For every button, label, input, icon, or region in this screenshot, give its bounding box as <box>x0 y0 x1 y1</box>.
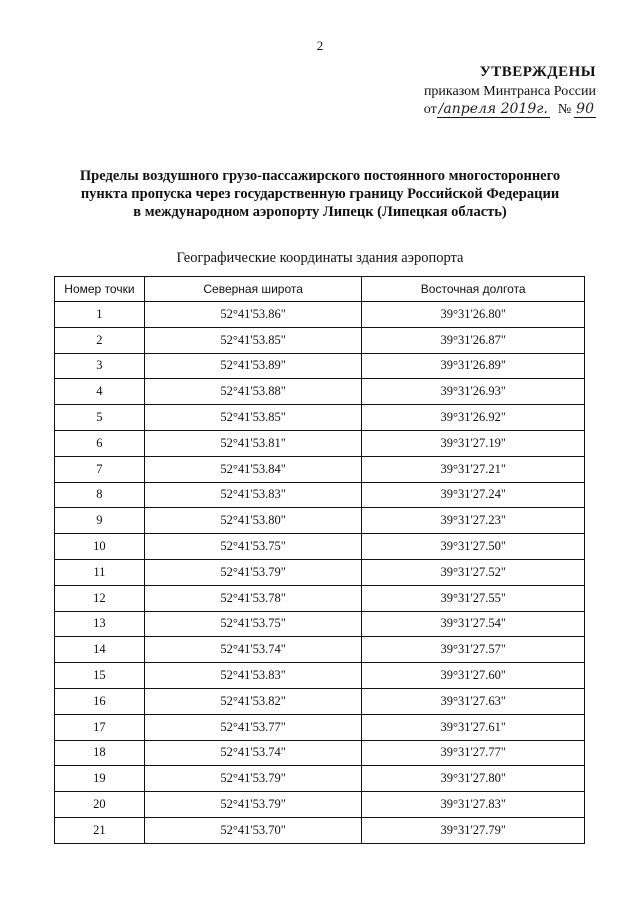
longitude-cell: 39°31'27.79" <box>362 817 585 843</box>
point-number-cell: 12 <box>55 585 145 611</box>
latitude-cell: 52°41'53.74" <box>144 637 362 663</box>
latitude-cell: 52°41'53.84" <box>144 456 362 482</box>
latitude-cell: 52°41'53.75" <box>144 611 362 637</box>
heading-line-3: в международном аэропорту Липецк (Липецкая область) <box>133 204 507 220</box>
latitude-cell: 52°41'53.83" <box>144 663 362 689</box>
table-row <box>55 663 585 689</box>
table-row <box>55 637 585 663</box>
latitude-cell: 52°41'53.79" <box>144 559 362 585</box>
latitude-cell: 52°41'53.83" <box>144 482 362 508</box>
longitude-cell: 39°31'27.57" <box>362 637 585 663</box>
table-row <box>55 559 585 585</box>
approval-date-line <box>424 101 596 118</box>
header-longitude: Восточная долгота <box>362 277 585 302</box>
table-body <box>55 302 585 844</box>
longitude-cell: 39°31'27.50" <box>362 534 585 560</box>
point-number-cell: 8 <box>55 482 145 508</box>
latitude-cell: 52°41'53.79" <box>144 766 362 792</box>
handwritten-number: 90 <box>576 101 594 117</box>
date-prefix: от <box>423 102 437 117</box>
longitude-cell: 39°31'27.63" <box>362 688 585 714</box>
approval-issuer: приказом Минтранса России <box>423 84 596 99</box>
table-row <box>55 766 585 792</box>
header-latitude: Северная широта <box>144 277 362 302</box>
longitude-cell: 39°31'27.80" <box>362 766 585 792</box>
point-number-cell: 7 <box>55 456 145 482</box>
table-row <box>55 792 585 818</box>
table-row <box>55 482 585 508</box>
longitude-cell: 39°31'27.19" <box>362 430 585 456</box>
point-number-cell: 21 <box>55 817 145 843</box>
latitude-cell: 52°41'53.81" <box>144 430 362 456</box>
point-number-cell: 4 <box>55 379 145 405</box>
point-number-cell: 10 <box>55 534 145 560</box>
point-number-cell: 13 <box>55 611 145 637</box>
table-row <box>55 405 585 431</box>
longitude-cell: 39°31'26.89" <box>362 353 585 379</box>
heading-line-2: пункта пропуска через государственную границу Российской Федерации <box>80 186 560 202</box>
header-point-number: Номер точки <box>55 277 145 302</box>
longitude-cell: 39°31'27.61" <box>362 714 585 740</box>
table-row <box>55 611 585 637</box>
point-number-cell: 20 <box>55 792 145 818</box>
latitude-cell: 52°41'53.85" <box>144 405 362 431</box>
table-row <box>55 817 585 843</box>
longitude-cell: 39°31'27.24" <box>362 482 585 508</box>
point-number-cell: 2 <box>55 327 145 353</box>
longitude-cell: 39°31'27.52" <box>362 559 585 585</box>
table-row <box>55 534 585 560</box>
latitude-cell: 52°41'53.70" <box>144 817 362 843</box>
latitude-cell: 52°41'53.88" <box>144 379 362 405</box>
longitude-cell: 39°31'27.60" <box>362 663 585 689</box>
longitude-cell: 39°31'26.80" <box>362 302 585 328</box>
point-number-cell: 17 <box>55 714 145 740</box>
latitude-cell: 52°41'53.75" <box>144 534 362 560</box>
latitude-cell: 52°41'53.80" <box>144 508 362 534</box>
heading-line-1: Пределы воздушного грузо-пассажирского постоянного многостороннего <box>79 168 561 184</box>
point-number-cell: 15 <box>55 663 145 689</box>
longitude-cell: 39°31'26.87" <box>362 327 585 353</box>
approval-title: УТВЕРЖДЕНЫ <box>479 64 596 80</box>
table-row <box>55 379 585 405</box>
point-number-cell: 9 <box>55 508 145 534</box>
document-heading <box>40 167 600 221</box>
table-row <box>55 714 585 740</box>
longitude-cell: 39°31'26.93" <box>362 379 585 405</box>
longitude-cell: 39°31'27.21" <box>362 456 585 482</box>
latitude-cell: 52°41'53.89" <box>144 353 362 379</box>
point-number-cell: 18 <box>55 740 145 766</box>
point-number-cell: 1 <box>55 302 145 328</box>
latitude-cell: 52°41'53.74" <box>144 740 362 766</box>
longitude-cell: 39°31'27.77" <box>362 740 585 766</box>
latitude-cell: 52°41'53.79" <box>144 792 362 818</box>
handwritten-date: /апреля 2019г. <box>438 101 548 117</box>
table-row <box>55 327 585 353</box>
table-row <box>55 302 585 328</box>
table-row <box>55 688 585 714</box>
point-number-cell: 14 <box>55 637 145 663</box>
point-number-cell: 3 <box>55 353 145 379</box>
coordinates-table <box>54 276 585 844</box>
table-header-row <box>55 277 585 302</box>
latitude-cell: 52°41'53.86" <box>144 302 362 328</box>
point-number-cell: 16 <box>55 688 145 714</box>
point-number-cell: 6 <box>55 430 145 456</box>
approval-block <box>424 64 596 118</box>
table-caption: Географические координаты здания аэропорта <box>176 250 464 266</box>
point-number-cell: 19 <box>55 766 145 792</box>
table-row <box>55 508 585 534</box>
page-number: 2 <box>316 38 324 53</box>
table-row <box>55 740 585 766</box>
longitude-cell: 39°31'27.54" <box>362 611 585 637</box>
point-number-cell: 11 <box>55 559 145 585</box>
table-row <box>55 585 585 611</box>
longitude-cell: 39°31'27.55" <box>362 585 585 611</box>
longitude-cell: 39°31'27.83" <box>362 792 585 818</box>
latitude-cell: 52°41'53.82" <box>144 688 362 714</box>
point-number-cell: 5 <box>55 405 145 431</box>
latitude-cell: 52°41'53.78" <box>144 585 362 611</box>
latitude-cell: 52°41'53.77" <box>144 714 362 740</box>
table-row <box>55 430 585 456</box>
latitude-cell: 52°41'53.85" <box>144 327 362 353</box>
number-label: № <box>557 102 572 117</box>
table-row <box>55 353 585 379</box>
longitude-cell: 39°31'27.23" <box>362 508 585 534</box>
longitude-cell: 39°31'26.92" <box>362 405 585 431</box>
table-row <box>55 456 585 482</box>
